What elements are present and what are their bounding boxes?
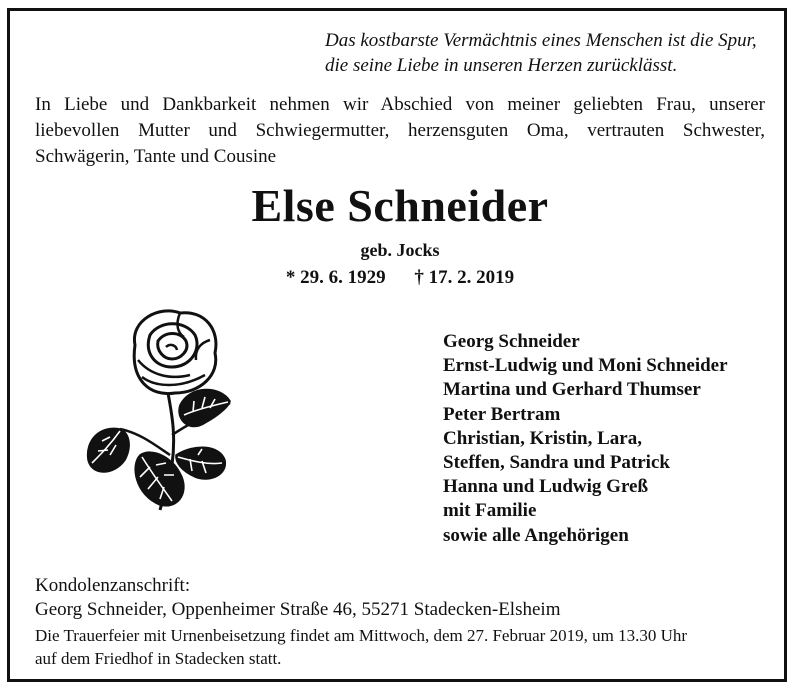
mourners-list	[443, 330, 728, 548]
deceased-name: Else Schneider	[251, 180, 549, 231]
memorial-quote	[325, 28, 755, 78]
intro-line-3: Schwägerin, Tante und Cousine	[35, 146, 277, 167]
notice-line-1: Die Trauerfeier mit Urnenbeisetzung findet am Mittwoch, dem 27. Februar 2019, um 13.30 Uhr	[35, 626, 688, 645]
mourner-item: mit Familie	[443, 500, 537, 522]
mourner-item: Georg Schneider	[443, 331, 580, 352]
death-date: † 17. 2. 2019	[414, 267, 515, 288]
address-label: Kondolenzanschrift:	[35, 575, 191, 596]
quote-line-1: Das kostbarste Vermächtnis eines Menschen ist die Spur,	[325, 30, 757, 51]
intro-line-1: In Liebe und Dankbarkeit nehmen wir Abschied von meiner geliebten Frau, unserer	[35, 94, 765, 115]
birth-date: * 29. 6. 1929	[285, 267, 386, 288]
mourner-item: Steffen, Sandra und Patrick	[443, 452, 670, 474]
intro-line-2: liebevollen Mutter und Schwiegermutter, herzensguten Oma, vertrauten Schwester,	[35, 120, 765, 141]
mourner-item: Christian, Kristin, Lara,	[443, 427, 642, 449]
funeral-notice	[35, 624, 765, 670]
intro-text	[35, 92, 765, 170]
condolence-address	[35, 574, 560, 622]
mourner-item: Hanna und Ludwig Greß	[443, 476, 649, 498]
quote-line-2: die seine Liebe in unseren Herzen zurücklässt.	[325, 55, 678, 76]
maiden-name: geb. Jocks	[360, 240, 440, 260]
rose-icon	[80, 305, 250, 515]
life-dates	[0, 266, 800, 290]
address-value: Georg Schneider, Oppenheimer Straße 46, 55271 Stadecken-Elsheim	[35, 599, 561, 620]
mourner-item: Martina und Gerhard Thumser	[443, 379, 701, 401]
notice-line-2: auf dem Friedhof in Stadecken statt.	[35, 649, 282, 668]
mourner-item: Peter Bertram	[443, 403, 561, 425]
mourner-item: sowie alle Angehörigen	[443, 524, 629, 546]
mourner-item: Ernst-Ludwig und Moni Schneider	[443, 355, 728, 377]
